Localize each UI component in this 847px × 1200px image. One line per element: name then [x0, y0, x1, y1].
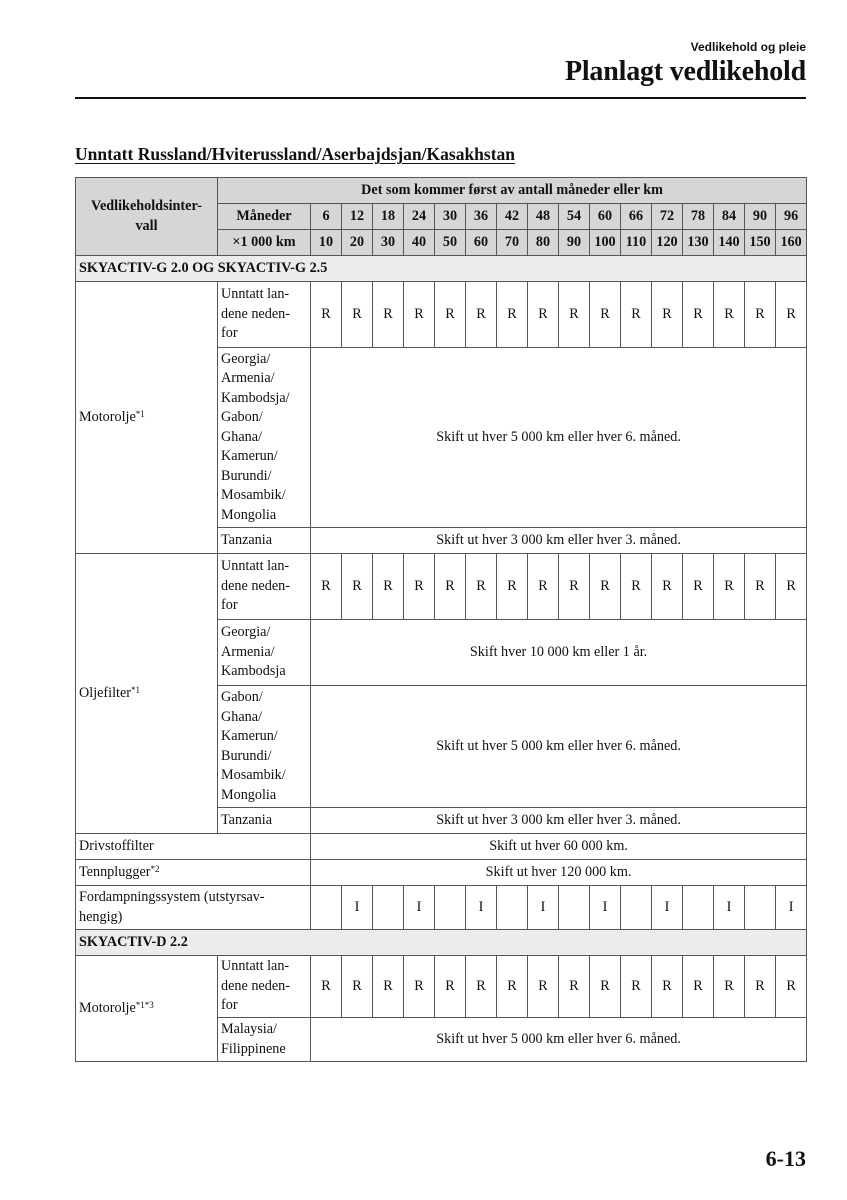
country-label: Mosambik/	[221, 767, 286, 783]
months-value: 30	[435, 204, 466, 230]
interval-mark: R	[404, 282, 435, 348]
interval-mark	[373, 886, 404, 930]
country-label: Unntatt lan-	[221, 558, 290, 575]
km-value: 90	[559, 230, 590, 256]
item-name	[76, 886, 311, 930]
interval-mark: R	[528, 554, 559, 620]
interval-header	[76, 178, 218, 256]
km-value: 50	[435, 230, 466, 256]
interval-mark: R	[683, 282, 714, 348]
km-value: 30	[373, 230, 404, 256]
km-value: 60	[466, 230, 497, 256]
item-label: Motorolje	[79, 999, 136, 1016]
country-group-cell	[218, 1018, 311, 1062]
country-label: Georgia/	[221, 350, 271, 367]
country-label: Georgia/	[221, 624, 271, 641]
country-group-cell	[218, 348, 311, 528]
months-value: 24	[404, 204, 435, 230]
country-group-cell: Tanzania	[218, 528, 311, 554]
interval-mark: I	[342, 886, 373, 930]
months-value: 42	[497, 204, 528, 230]
months-value: 90	[745, 204, 776, 230]
km-label: ×1 000 km	[218, 230, 311, 256]
item-name	[76, 282, 218, 554]
months-value: 60	[590, 204, 621, 230]
km-value: 160	[776, 230, 807, 256]
item-name	[76, 860, 311, 886]
interval-mark: R	[590, 282, 621, 348]
interval-mark: R	[652, 956, 683, 1018]
interval-mark: R	[404, 956, 435, 1018]
interval-mark: R	[559, 956, 590, 1018]
interval-mark: R	[311, 282, 342, 348]
interval-mark: R	[435, 554, 466, 620]
title-divider	[75, 97, 806, 99]
km-value: 70	[497, 230, 528, 256]
item-label: Motorolje	[79, 408, 136, 425]
km-value: 140	[714, 230, 745, 256]
country-label: Kamerun/	[221, 728, 278, 744]
km-value: 100	[590, 230, 621, 256]
interval-mark: R	[621, 554, 652, 620]
interval-mark: R	[528, 956, 559, 1018]
country-label: Unntatt lan-	[221, 286, 290, 303]
item-name: Drivstoffilter	[76, 834, 311, 860]
interval-rule: Skift ut hver 5 000 km eller hver 6. måned.	[311, 348, 807, 528]
km-value: 20	[342, 230, 373, 256]
months-value: 54	[559, 204, 590, 230]
interval-mark: R	[621, 956, 652, 1018]
interval-mark	[745, 886, 776, 930]
country-label: Mongolia	[221, 786, 277, 803]
interval-mark: R	[714, 554, 745, 620]
interval-rule: Skift ut hver 3 000 km eller hver 3. måned.	[311, 528, 807, 554]
interval-mark: R	[497, 956, 528, 1018]
interval-mark: R	[714, 956, 745, 1018]
interval-mark	[559, 886, 590, 930]
country-label: dene neden-	[221, 305, 290, 322]
country-label: Mosambik/	[221, 487, 286, 504]
country-label: Armenia/	[221, 370, 275, 387]
interval-mark: R	[745, 554, 776, 620]
footnote-ref: *2	[150, 863, 160, 874]
months-value: 6	[311, 204, 342, 230]
km-value: 120	[652, 230, 683, 256]
interval-rule: Skift ut hver 5 000 km eller hver 6. måned.	[311, 686, 807, 808]
interval-mark: I	[404, 886, 435, 930]
months-value: 78	[683, 204, 714, 230]
country-label: for	[221, 997, 238, 1014]
interval-mark: R	[776, 282, 807, 348]
interval-mark: R	[404, 554, 435, 620]
footnote-ref: *1*3	[135, 999, 154, 1010]
country-label: Kambodsja	[221, 663, 286, 680]
country-label: Burundi/	[221, 747, 272, 764]
km-value: 130	[683, 230, 714, 256]
interval-mark: R	[590, 554, 621, 620]
interval-mark: I	[466, 886, 497, 930]
interval-rule: Skift ut hver 3 000 km eller hver 3. måned.	[311, 808, 807, 834]
months-value: 18	[373, 204, 404, 230]
country-label: Ghana/	[221, 708, 262, 725]
interval-mark: R	[776, 956, 807, 1018]
section-gasoline: SKYACTIV-G 2.0 OG SKYACTIV-G 2.5	[76, 256, 807, 282]
page-number: 6-13	[765, 1146, 806, 1171]
interval-rule: Skift ut hver 120 000 km.	[311, 860, 807, 886]
item-name	[76, 554, 218, 834]
country-label: Burundi/	[221, 467, 272, 484]
interval-mark: R	[373, 554, 404, 620]
interval-mark: R	[652, 554, 683, 620]
interval-rule: Skift hver 10 000 km eller 1 år.	[311, 620, 807, 686]
months-value: 72	[652, 204, 683, 230]
interval-mark: R	[497, 282, 528, 348]
country-label: dene neden-	[221, 977, 290, 994]
interval-mark: I	[590, 886, 621, 930]
interval-mark: R	[652, 282, 683, 348]
months-value: 48	[528, 204, 559, 230]
country-label: for	[221, 325, 238, 342]
country-label: for	[221, 597, 238, 614]
interval-mark: I	[776, 886, 807, 930]
interval-label: Vedlikeholdsinter-	[91, 198, 202, 214]
interval-mark: R	[621, 282, 652, 348]
months-value: 84	[714, 204, 745, 230]
interval-mark	[621, 886, 652, 930]
interval-mark: R	[311, 554, 342, 620]
interval-mark: R	[435, 956, 466, 1018]
interval-mark: R	[528, 282, 559, 348]
item-label: Oljefilter	[79, 684, 131, 701]
interval-mark: R	[373, 282, 404, 348]
country-label: Mongolia	[221, 506, 277, 523]
interval-mark	[435, 886, 466, 930]
interval-mark: R	[683, 554, 714, 620]
country-label: Kambodsja/	[221, 389, 290, 406]
item-label: Fordampningssystem (utstyrsav-	[79, 889, 265, 905]
item-label: hengig)	[79, 908, 123, 925]
months-value: 12	[342, 204, 373, 230]
interval-mark: R	[342, 282, 373, 348]
interval-mark: I	[714, 886, 745, 930]
months-value: 66	[621, 204, 652, 230]
country-label: Kamerun/	[221, 448, 278, 465]
country-group-cell	[218, 956, 311, 1018]
interval-mark: R	[466, 282, 497, 348]
country-label: Armenia/	[221, 643, 275, 660]
km-value: 40	[404, 230, 435, 256]
months-label: Måneder	[218, 204, 311, 230]
section-diesel: SKYACTIV-D 2.2	[76, 930, 807, 956]
interval-mark	[311, 886, 342, 930]
country-label: dene neden-	[221, 577, 290, 594]
country-label: Ghana/	[221, 428, 262, 445]
page-title: Planlagt vedlikehold	[564, 56, 806, 87]
maintenance-schedule-table	[75, 177, 807, 1062]
interval-mark	[683, 886, 714, 930]
interval-mark: I	[528, 886, 559, 930]
months-value: 36	[466, 204, 497, 230]
country-group-cell	[218, 554, 311, 620]
interval-mark: R	[745, 282, 776, 348]
interval-rule: Skift ut hver 5 000 km eller hver 6. måned.	[311, 1018, 807, 1062]
interval-mark: R	[559, 282, 590, 348]
country-label: Filippinene	[221, 1040, 286, 1057]
whichever-first-header: Det som kommer først av antall måneder eller km	[218, 178, 807, 204]
interval-mark: R	[435, 282, 466, 348]
interval-mark: R	[466, 956, 497, 1018]
interval-rule: Skift ut hver 60 000 km.	[311, 834, 807, 860]
interval-mark: R	[342, 956, 373, 1018]
interval-mark: R	[497, 554, 528, 620]
interval-mark: R	[466, 554, 497, 620]
interval-mark: R	[342, 554, 373, 620]
footnote-ref: *1	[131, 684, 140, 695]
region-heading: Unntatt Russland/Hviterussland/Aserbajdsjan/Kasakhstan	[75, 144, 516, 164]
country-group-cell	[218, 620, 311, 686]
country-label: Gabon/	[221, 409, 263, 426]
km-value: 110	[621, 230, 652, 256]
country-label: Unntatt lan-	[221, 958, 290, 975]
interval-mark	[497, 886, 528, 930]
country-group-cell	[218, 686, 311, 808]
interval-mark: R	[683, 956, 714, 1018]
item-label: Tennplugger	[79, 863, 151, 880]
interval-mark: R	[745, 956, 776, 1018]
interval-mark: R	[590, 956, 621, 1018]
months-value: 96	[776, 204, 807, 230]
interval-mark: R	[373, 956, 404, 1018]
country-group-cell: Tanzania	[218, 808, 311, 834]
km-value: 80	[528, 230, 559, 256]
country-group-cell	[218, 282, 311, 348]
interval-mark: R	[776, 554, 807, 620]
interval-label: vall	[135, 217, 158, 234]
footnote-ref: *1	[135, 408, 145, 419]
km-value: 10	[311, 230, 342, 256]
interval-mark: I	[652, 886, 683, 930]
interval-mark: R	[311, 956, 342, 1018]
item-name	[76, 956, 218, 1062]
interval-mark: R	[714, 282, 745, 348]
interval-mark: R	[559, 554, 590, 620]
country-label: Gabon/	[221, 689, 263, 705]
km-value: 150	[745, 230, 776, 256]
country-label: Malaysia/	[221, 1021, 277, 1037]
section-label: Vedlikehold og pleie	[690, 40, 806, 54]
